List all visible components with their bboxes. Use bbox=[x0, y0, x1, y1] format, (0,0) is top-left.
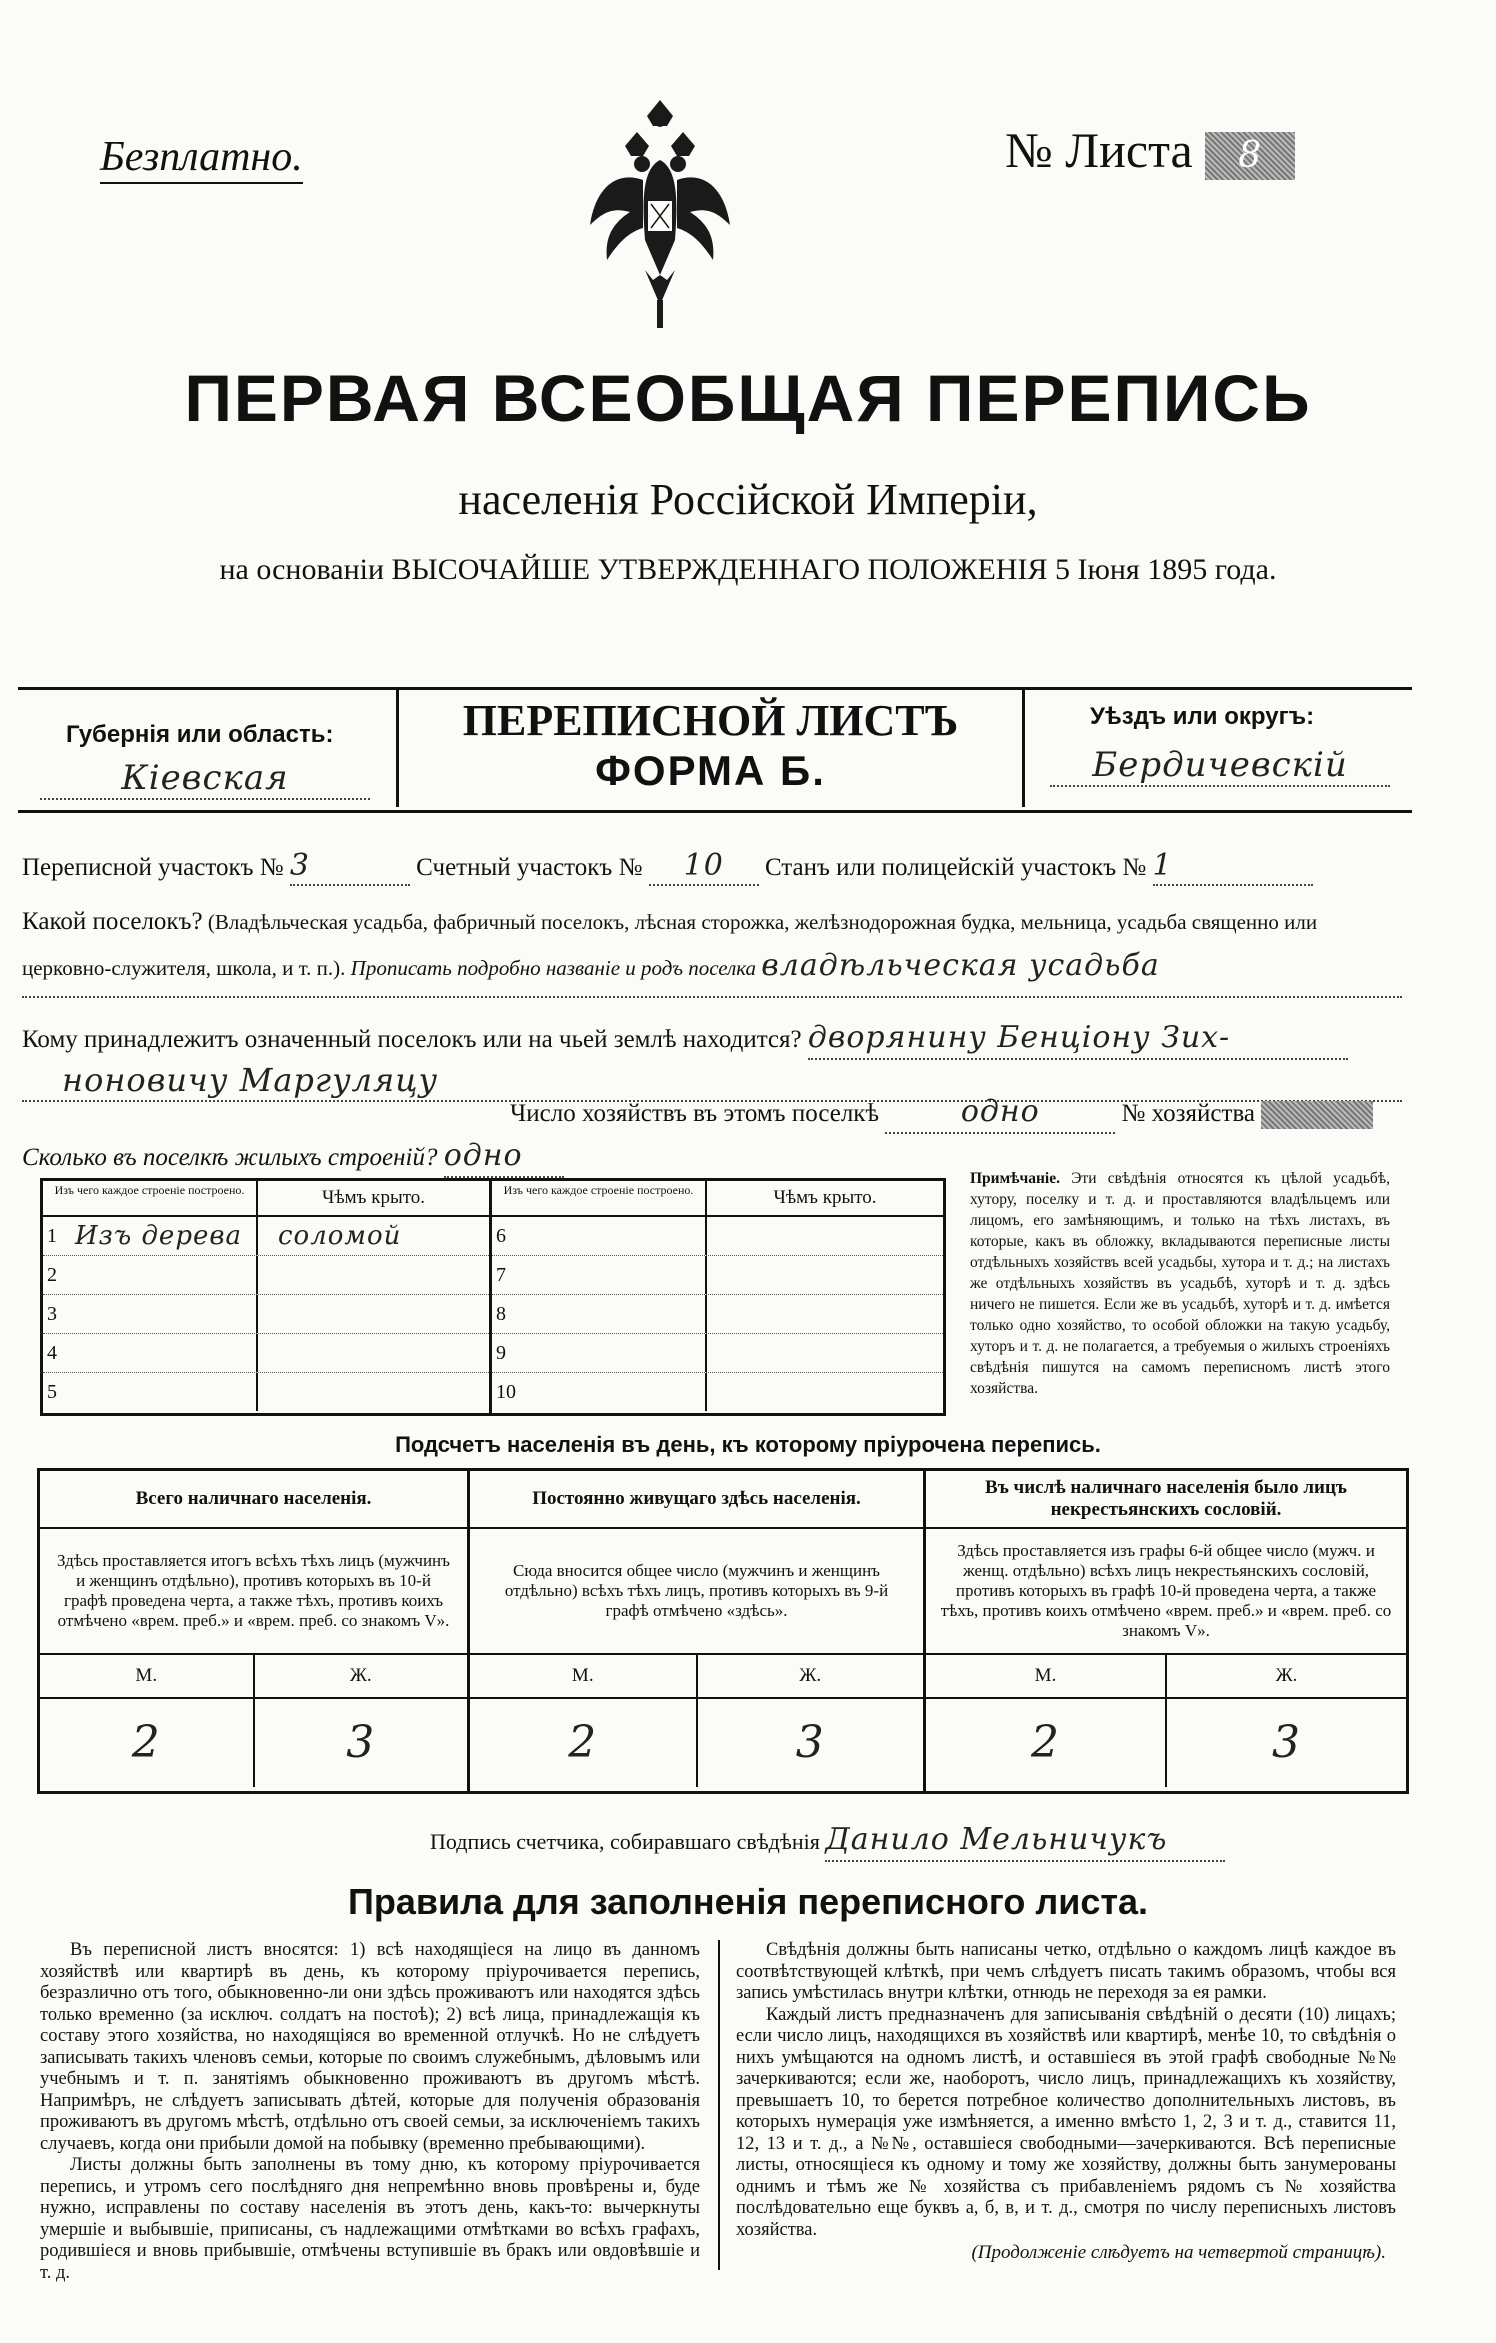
population-col-desc: Здѣсь проставляется итогъ всѣхъ тѣхъ лицъ (мужчинъ и женщинъ отдѣльно), противъ которыхъ въ 10-й графѣ проведена черта, а также тѣхъ, противъ коихъ отмѣчено «врем. преб.» и «врем. преб. со знакомъ V». bbox=[40, 1529, 467, 1655]
province-label: Губернія или область: bbox=[66, 721, 334, 748]
male-header: М. bbox=[40, 1655, 255, 1697]
rules-continued: (Продолженіе слѣдуетъ на четвертой страницѣ). bbox=[971, 2242, 1386, 2263]
building-roof bbox=[707, 1256, 943, 1294]
rules-right bbox=[736, 1940, 1396, 2241]
building-number: 9 bbox=[496, 1341, 506, 1364]
sheet-number-label: № Листа bbox=[1005, 122, 1193, 178]
free-label: Безплатно. bbox=[100, 132, 303, 184]
settlement-hint-2: Прописать подробно названіе и родъ поселка bbox=[350, 956, 757, 980]
building-material: Изъ дерева bbox=[75, 1221, 242, 1251]
building-number: 7 bbox=[496, 1263, 506, 1286]
rules-title: Правила для заполненія переписного листа. bbox=[347, 1881, 1149, 1922]
population-col-desc: Здѣсь проставляется изъ графы 6-й общее число (мужч. и женщ. отдѣльно) всѣхъ лицъ некрестьянскихъ сословій, противъ которыхъ въ графѣ 10-й проведена черта, а также тѣхъ, противъ коихъ отмѣчено «врем. преб.» и «врем. преб. со знакомъ V». bbox=[926, 1529, 1406, 1655]
male-header: М. bbox=[926, 1655, 1167, 1697]
settlement-label: Какой поселокъ? bbox=[22, 908, 203, 935]
settlement-hint: (Владѣльческая усадьба, фабричный поселокъ, лѣсная сторожка, желѣзнодорожная будка, мельница, усадьба священно или церковно-служителя, школа, и т. п.). bbox=[22, 910, 1318, 980]
building-row bbox=[43, 1334, 489, 1373]
page-title: ПЕРВАЯ ВСЕОБЩАЯ ПЕРЕПИСЬ bbox=[184, 361, 1312, 435]
male-count: 2 bbox=[470, 1699, 698, 1787]
owner-value-2: ноновичу Маргуляцу bbox=[22, 1060, 1402, 1102]
building-roof bbox=[707, 1217, 943, 1255]
building-row bbox=[43, 1373, 489, 1411]
form-name: ФОРМА Б. bbox=[595, 747, 826, 794]
population-col-title: Постоянно живущаго здѣсь населенія. bbox=[470, 1471, 923, 1529]
col-material-header: Изъ чего каждое строеніе построено. bbox=[43, 1181, 258, 1215]
building-roof bbox=[707, 1373, 943, 1411]
building-roof bbox=[258, 1256, 489, 1294]
building-row bbox=[43, 1217, 489, 1256]
col-material-header-2: Изъ чего каждое строеніе построено. bbox=[492, 1181, 707, 1215]
building-roof bbox=[258, 1373, 489, 1411]
building-roof bbox=[258, 1295, 489, 1333]
building-number: 3 bbox=[47, 1302, 57, 1325]
rules-paragraph: Листы должны быть заполнены въ тому дню, къ которому пріурочивается перепись, и утромъ сего послѣдняго дня непремѣнно вновь провѣрены и, буде нужно, исправлены по составу населенія въ этотъ день, какъ-то: вычеркнуты умершіе и выбывшіе, приписаны, съ надлежащими отмѣтками во всѣхъ графахъ, родившіеся и вновь прибывшіе, отмѣчены вступившіе въ бракъ или овдовѣвшіе и т. д. bbox=[40, 2155, 700, 2283]
settlement-value: владѣльческая усадьба bbox=[761, 948, 1160, 983]
building-row bbox=[492, 1217, 943, 1256]
note-text: Эти свѣдѣнія относятся къ цѣлой усадьбѣ, хутору, поселку и т. д. и проставляются владѣльцемъ или лицомъ, его замѣняющимъ, и только на тѣхъ листахъ, въ которые, какъ въ обложку, вкладываются переписные листы отдѣльныхъ хозяйствъ всей усадьбы, хутора и т. д.; на листахъ же отдѣльныхъ хозяйствъ въ усадьбѣ, хуторѣ и т. д. здѣсь ничего не пишется. Если же въ усадьбѣ, хуторѣ и т. д. имѣется только одно хозяйство, то особой обложки на такую усадьбу, хуторъ и т. д. не полагается, а требуемыя о жилыхъ строеніяхъ свѣдѣнія пишутся на самомъ переписномъ листѣ этого хозяйства. bbox=[970, 1170, 1390, 1397]
building-number: 8 bbox=[496, 1302, 506, 1325]
building-roof bbox=[707, 1334, 943, 1372]
building-row bbox=[43, 1256, 489, 1295]
households-value: одно bbox=[885, 1092, 1115, 1134]
female-header: Ж. bbox=[799, 1665, 822, 1686]
building-number: 5 bbox=[47, 1380, 57, 1403]
male-count: 2 bbox=[926, 1699, 1167, 1787]
building-number: 1 bbox=[47, 1224, 57, 1247]
buildings-table bbox=[40, 1178, 946, 1416]
male-count: 2 bbox=[40, 1699, 255, 1787]
owner-label: Кому принадлежитъ означенный поселокъ или на чьей землѣ находится? bbox=[22, 1026, 802, 1053]
building-row bbox=[492, 1295, 943, 1334]
rules-left bbox=[40, 1940, 700, 2284]
note bbox=[970, 1168, 1390, 1399]
counting-district-label: Счетный участокъ № bbox=[416, 854, 643, 881]
sheet-number-value: 8 bbox=[1205, 132, 1295, 180]
signature-value: Данило Мельничукъ bbox=[825, 1820, 1225, 1862]
household-no-value bbox=[1261, 1101, 1373, 1129]
page-subtitle: населенія Россійской Имперіи, bbox=[458, 475, 1038, 524]
female-header: Ж. bbox=[349, 1665, 372, 1686]
counting-district-value: 10 bbox=[649, 848, 759, 886]
building-row bbox=[43, 1295, 489, 1334]
female-count: 3 bbox=[1272, 1717, 1301, 1768]
building-row bbox=[492, 1256, 943, 1295]
signature-label: Подпись счетчика, собиравшаго свѣдѣнія bbox=[430, 1829, 820, 1854]
buildings-label: Сколько въ поселкѣ жилыхъ строеній? bbox=[22, 1144, 438, 1171]
page-basis: на основаніи ВЫСОЧАЙШЕ УТВЕРЖДЕННАГО ПОЛОЖЕНІЯ 5 Іюня 1895 года. bbox=[219, 553, 1277, 586]
building-roof bbox=[258, 1334, 489, 1372]
building-number: 6 bbox=[496, 1224, 506, 1247]
building-row bbox=[492, 1334, 943, 1373]
district-label: Уѣздъ или округъ: bbox=[1090, 703, 1315, 730]
buildings-value: одно bbox=[444, 1136, 564, 1178]
population-table bbox=[37, 1468, 1409, 1794]
note-label: Примѣчаніе. bbox=[970, 1170, 1060, 1187]
census-district-label: Переписной участокъ № bbox=[22, 854, 284, 881]
col-roof-header: Чѣмъ крыто. bbox=[321, 1187, 426, 1208]
census-district-value: 3 bbox=[290, 848, 410, 886]
building-number: 2 bbox=[47, 1263, 57, 1286]
household-no-label: № хозяйства bbox=[1121, 1100, 1256, 1127]
population-col-desc: Сюда вносится общее число (мужчинъ и женщинъ отдѣльно) всѣхъ тѣхъ лицъ, противъ которыхъ въ 9-й графѣ отмѣчено «здѣсь». bbox=[470, 1529, 923, 1655]
households-label: Число хозяйствъ въ этомъ поселкѣ bbox=[510, 1100, 880, 1127]
police-district-value: 1 bbox=[1153, 848, 1313, 886]
female-count: 3 bbox=[795, 1717, 825, 1768]
building-roof bbox=[707, 1295, 943, 1333]
building-number: 10 bbox=[496, 1380, 516, 1403]
owner-value-1: дворянину Бенціону Зих- bbox=[808, 1018, 1348, 1060]
rules-paragraph: Въ переписной листъ вносятся: 1) всѣ находящіеся на лицо въ данномъ хозяйствѣ или квартирѣ въ день, къ которому пріурочивается перепись, безразлично отъ того, обыкновенно-ли они здѣсь проживаютъ или находятся здѣсь только временно (за исключ. солдатъ на постоѣ); 2) всѣ лица, принадлежащія къ составу этого хозяйства, но находящіяся во временной отлучкѣ. Но не слѣдуетъ записывать такихъ членовъ семьи, которые по своимъ служебнымъ, дѣловымъ или учебнымъ и т. п. занятіямъ обыкновенно проживаютъ въ другомъ мѣстѣ. Напримѣръ, не слѣдуетъ записывать дѣтей, которые для полученія образованія проживаютъ въ другомъ мѣстѣ, отдѣльно отъ своей семьи, за исключеніемъ такихъ случаевъ, когда они прибыли домой на побывку (временно пребывающими). bbox=[40, 1940, 700, 2154]
female-count: 3 bbox=[346, 1717, 376, 1768]
male-header: М. bbox=[470, 1655, 698, 1697]
sheet-title: ПЕРЕПИСНОЙ ЛИСТЪ bbox=[462, 696, 959, 745]
population-title: Подсчетъ населенія въ день, къ которому пріурочена перепись. bbox=[395, 1432, 1101, 1457]
police-district-label: Станъ или полицейскій участокъ № bbox=[764, 854, 1147, 881]
col-roof-header-2: Чѣмъ крыто. bbox=[773, 1187, 877, 1208]
building-row bbox=[492, 1373, 943, 1411]
population-col-title: Всего наличнаго населенія. bbox=[40, 1471, 467, 1529]
building-number: 4 bbox=[47, 1341, 57, 1364]
rules-paragraph: Свѣдѣнія должны быть написаны четко, отдѣльно о каждомъ лицѣ каждое въ соотвѣтствующей клѣткѣ, при чемъ слѣдуетъ писать такимъ образомъ, чтобы вся запись умѣстилась внутри клѣтки, отнюдь не переходя за ея рамки. bbox=[736, 1940, 1396, 2003]
building-roof: соломой bbox=[278, 1221, 402, 1251]
rules-paragraph: Каждый листъ предназначенъ для записыванія свѣдѣній о десяти (10) лицахъ; если число лицъ, находящихся въ хозяйствѣ или квартирѣ, менѣе 10, то свѣдѣнія о нихъ умѣщаются на одномъ листѣ, и оставшіеся въ этой графѣ свободные №№ зачеркиваются; если же, наоборотъ, число лицъ, принадлежащихъ къ хозяйству, превышаетъ 10, то берется потребное количество дополнительныхъ листовъ, въ которыхъ нумерація уже измѣняется, а именно вмѣсто 1, 2, 3 и т. д., ставится 11, 12, 13 и т. д., а №№, оставшіеся свободными—зачеркиваются. Всѣ переписные листы, относящіеся къ одному и тому же хозяйству, должны быть занумерованы однимъ и тѣмъ же № хозяйства съ прибавленіемъ рядомъ съ № хозяйства послѣдовательно еще буквъ а, б, в, и т. д., смотря по числу переписныхъ листовъ хозяйства. bbox=[736, 2004, 1396, 2240]
population-col-title: Въ числѣ наличнаго населенія было лицъ некрестьянскихъ сословій. bbox=[926, 1471, 1406, 1529]
coat-of-arms-icon bbox=[585, 100, 735, 330]
district-value: Бердичевскій bbox=[1050, 745, 1390, 787]
female-header: Ж. bbox=[1275, 1665, 1298, 1686]
province-value: Кіевская bbox=[40, 758, 370, 800]
